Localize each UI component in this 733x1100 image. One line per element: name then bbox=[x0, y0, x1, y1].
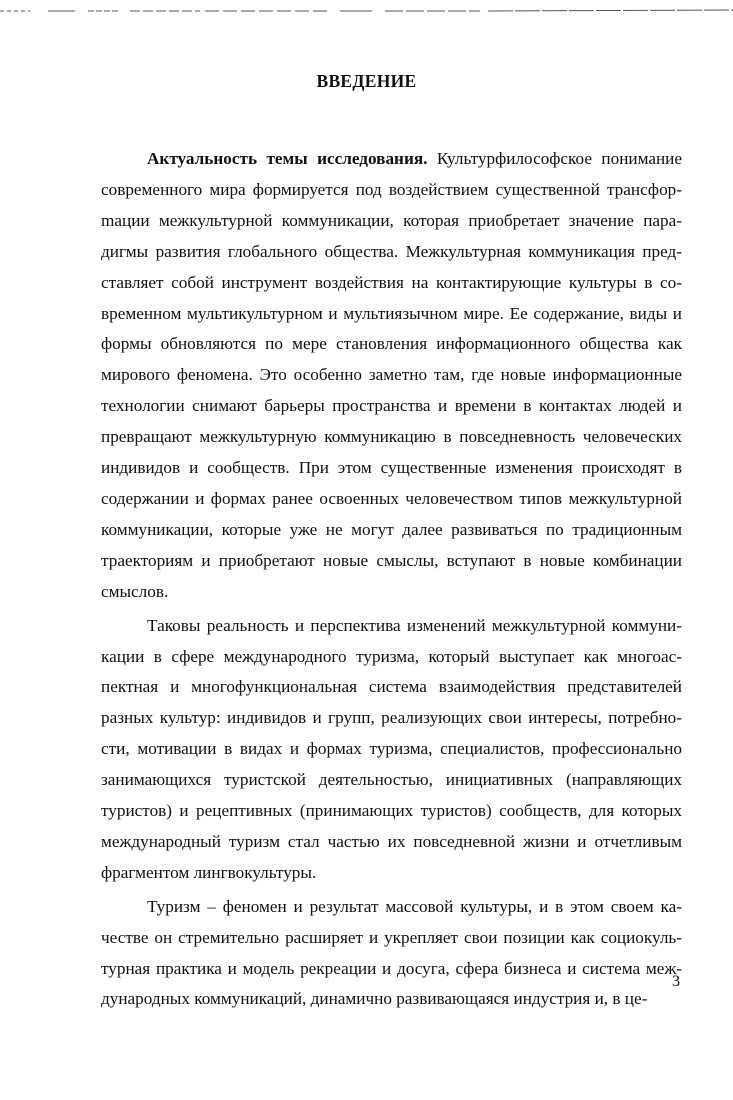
paragraph-lead: Актуальность темы исследования. bbox=[147, 149, 428, 168]
paragraph: Таковы реальность и перспектива изменений межкультурной коммуникации в сфере международного туризма, который выступает как многоаспектная и многофункциональная система взаимодействия представителей разных культур: индивидов и групп, реализующих свои интересы, потребности, мотивации в видах и формах туризма, специалистов, профессионально занимающихся туристской деятельностью, инициативных (направляющих туристов) и рецептивных (принимающих туристов) сообществ, для которых международный туризм стал частью их повседневной жизни и отчетливым фрагментом лингвокультуры. bbox=[101, 615, 682, 882]
paragraph: Туризм – феномен и результат массовой культуры, и в этом своем качестве он стремительно расширяет и укрепляет свои позиции как социокультурная практика и модель рекреации и досуга, сфера бизнеса и система международных коммуникаций, динамично развивающаяся индустрия и, в це- bbox=[101, 896, 682, 1009]
page-number: 3 bbox=[672, 973, 680, 990]
paragraph bbox=[101, 144, 682, 608]
scan-edge-marks bbox=[0, 6, 733, 16]
page-heading: ВВЕДЕНИЕ bbox=[316, 71, 417, 91]
body-text bbox=[101, 144, 682, 1015]
paragraph-text: Культурфилософское понимание современного мира формируется под воздействием существенной трансфорmации межкультурной коммуникации, которая приобретает значение парадигмы развития глобального общества. Межкультурная коммуникация представляет собой инструмент воздействия на контактирующие культуры в современном мультикультурном и мультиязычном мире. Ее содержание, виды и формы обновляются по мере становления информационного общества как мирового феномена. Это особенно заметно там, где новые информационные технологии снимают барьеры пространства и времени в контактах людей и превращают межкультурную коммуникацию в повседневность человеческих индивидов и сообществ. При этом существенные изменения происходят в содержании и формах ранее освоенных человечеством типов межкультурной коммуникации, которые уже не могут далее развиваться по традиционным траекториям и приобретают новые смыслы, вступают в новые комбинации смыслов. bbox=[101, 149, 682, 601]
